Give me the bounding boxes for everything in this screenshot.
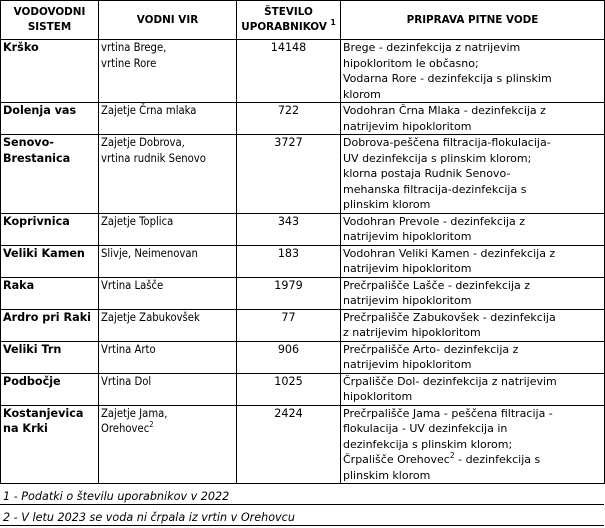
table-row <box>1 213 605 245</box>
cell-priprava: Vodohran Veliki Kamen - dezinfekcija z natrijevim hipokloritom <box>341 245 605 277</box>
table-row <box>1 341 605 373</box>
cell-priprava: Prečrpališče Jama - peščena filtracija - flokulacija - UV dezinfekcija in dezinfekcija s plinskim klorom; Črpališče Orehovec$^2$ - dezinfekcija s plinskim klorom <box>341 405 605 484</box>
cell-vir: Vrtina Dol <box>99 373 237 405</box>
cell-stevilo: 1979 <box>237 277 341 309</box>
cell-priprava: Vodohran Prevole - dezinfekcija z natrijevim hipokloritom <box>341 213 605 245</box>
cell-sistem: Raka <box>1 277 99 309</box>
cell-vir: vrtina Brege, vrtine Rore <box>99 40 237 103</box>
cell-stevilo: 14148 <box>237 40 341 103</box>
table-row <box>1 103 605 135</box>
cell-stevilo: 2424 <box>237 405 341 484</box>
cell-priprava: Prečrpališče Zabukovšek - dezinfekcija z natrijevim hipokloritom <box>341 309 605 341</box>
cell-stevilo: 343 <box>237 213 341 245</box>
cell-vir: Zajetje Dobrova, vrtina rudnik Senovo <box>99 135 237 214</box>
cell-priprava: Brege - dezinfekcija z natrijevim hipokloritom le občasno; Vodarna Rore - dezinfekcija s plinskim klorom <box>341 40 605 103</box>
cell-sistem: Ardro pri Raki <box>1 309 99 341</box>
table-row <box>1 135 605 214</box>
cell-vir: Zajetje Jama, Orehovec$^2$ <box>99 405 237 484</box>
cell-vir: Slivje, Neimenovan <box>99 245 237 277</box>
cell-priprava: Črpališče Dol- dezinfekcija z natrijevim hipokloritom <box>341 373 605 405</box>
cell-sistem: Veliki Trn <box>1 341 99 373</box>
cell-priprava: Dobrova-peščena filtracija-flokulacija- UV dezinfekcija s plinskim klorom; klorna postaja Rudnik Senovo- mehanska filtracija-dezinfekcija s plinskim klorom <box>341 135 605 214</box>
cell-priprava: Prečrpališče Arto- dezinfekcija z natrijevim hipokloritom <box>341 341 605 373</box>
cell-sistem: Krško <box>1 40 99 103</box>
cell-vir: Zajetje Zabukovšek <box>99 309 237 341</box>
header-vodni-vir: VODNI VIR <box>99 1 237 40</box>
cell-sistem: Koprivnica <box>1 213 99 245</box>
table-row <box>1 405 605 484</box>
cell-priprava: Vodohran Črna Mlaka - dezinfekcija z natrijevim hipokloritom <box>341 103 605 135</box>
table-header-row <box>1 1 605 40</box>
table-row <box>1 277 605 309</box>
cell-sistem: Kostanjevica na Krki <box>1 405 99 484</box>
cell-sistem: Podbočje <box>1 373 99 405</box>
cell-priprava: Prečrpališče Lašče - dezinfekcija z natrijevim hipokloritom <box>341 277 605 309</box>
cell-stevilo: 183 <box>237 245 341 277</box>
cell-vir: Vrtina Lašče <box>99 277 237 309</box>
table-row <box>1 245 605 277</box>
table-row <box>1 40 605 103</box>
cell-vir: Vrtina Arto <box>99 341 237 373</box>
cell-sistem: Senovo- Brestanica <box>1 135 99 214</box>
cell-stevilo: 3727 <box>237 135 341 214</box>
footnote-1: 1 - Podatki o številu uporabnikov v 2022 <box>0 489 604 505</box>
cell-stevilo: 1025 <box>237 373 341 405</box>
cell-stevilo: 77 <box>237 309 341 341</box>
footnote-2: 2 - V letu 2023 se voda ni črpala iz vrtin v Orehovcu <box>0 510 604 526</box>
cell-sistem: Dolenja vas <box>1 103 99 135</box>
cell-stevilo: 906 <box>237 341 341 373</box>
cell-vir: Zajetje Toplica <box>99 213 237 245</box>
cell-vir: Zajetje Črna mlaka <box>99 103 237 135</box>
table-row <box>1 309 605 341</box>
cell-stevilo: 722 <box>237 103 341 135</box>
header-priprava-pitne-vode: PRIPRAVA PITNE VODE <box>341 1 605 40</box>
header-stevilo-uporabnikov: ŠTEVILO UPORABNIKOV $^1$ <box>237 1 341 40</box>
table-row <box>1 373 605 405</box>
cell-sistem: Veliki Kamen <box>1 245 99 277</box>
header-vodovodni-sistem: VODOVODNI SISTEM <box>1 1 99 40</box>
